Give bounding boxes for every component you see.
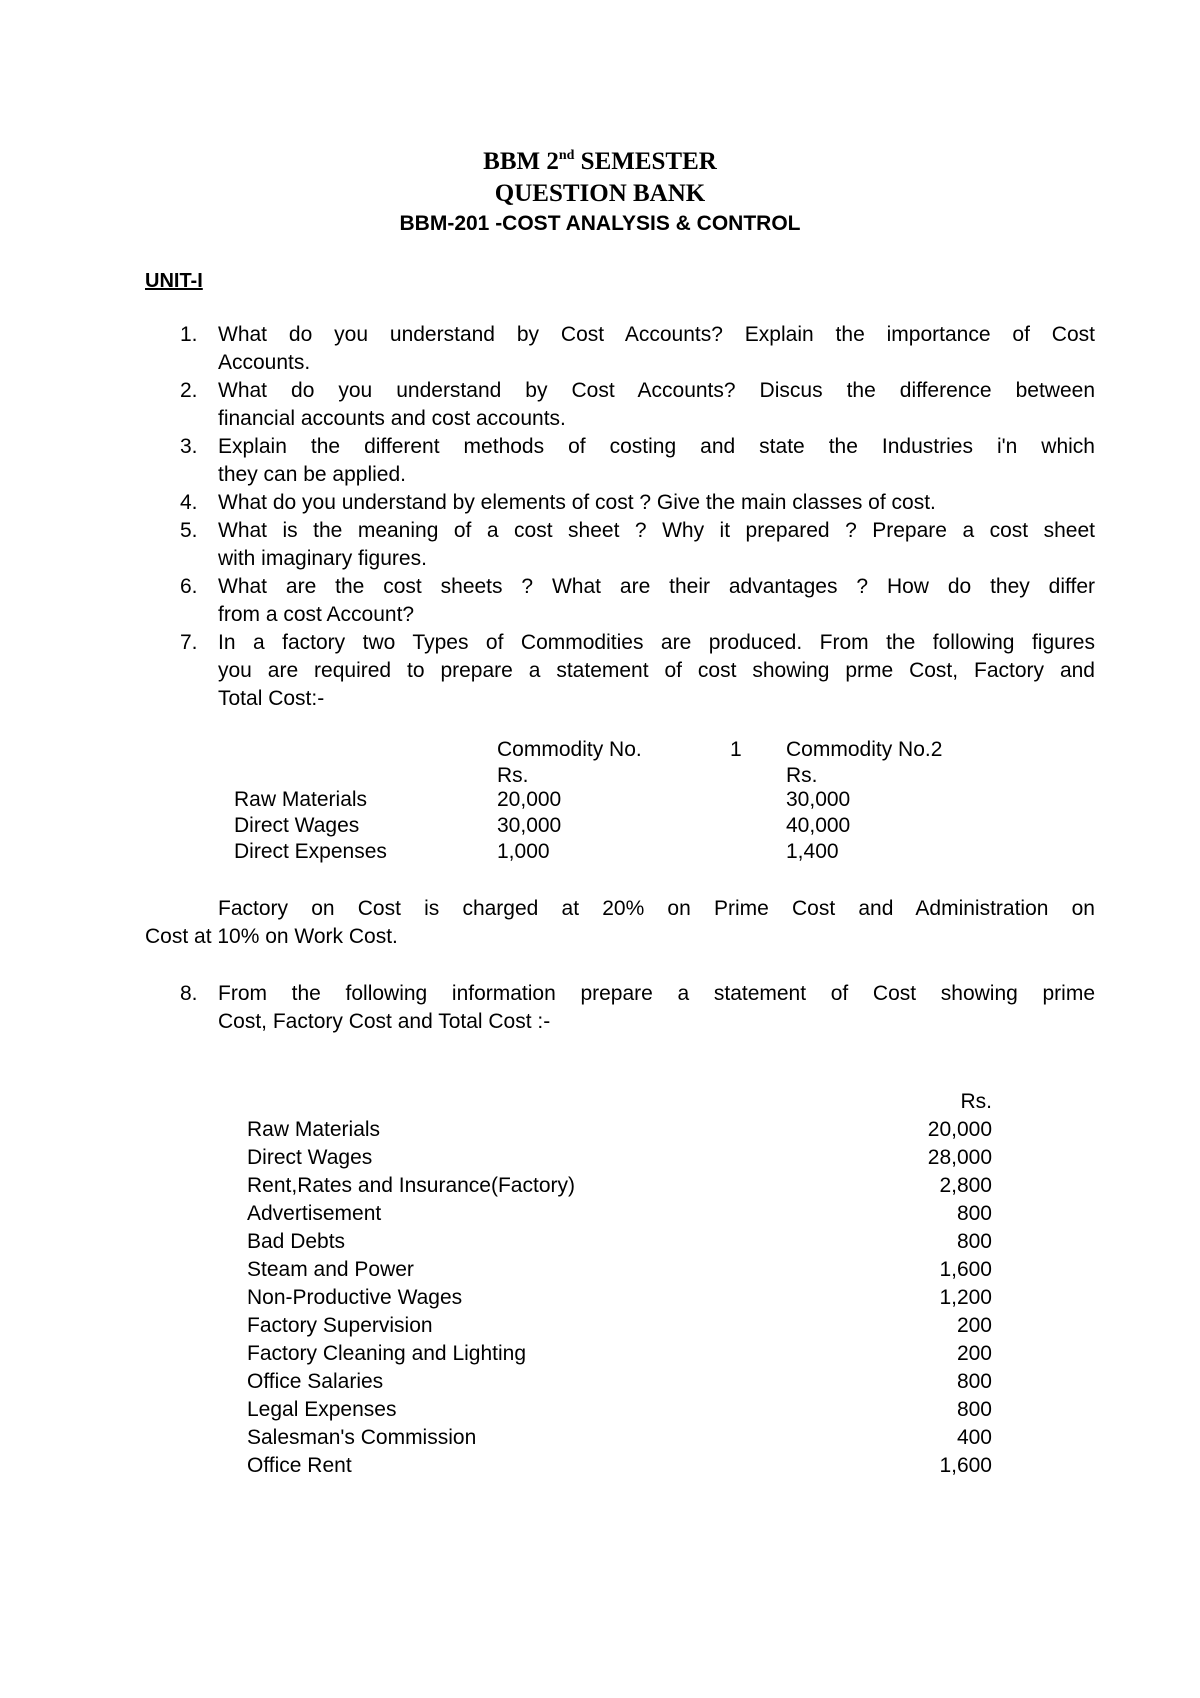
table-cell: 40,000 — [786, 814, 851, 837]
table-row: Factory Cleaning and Lighting 200 — [247, 1342, 992, 1365]
table-cell: 30,000 — [786, 788, 851, 811]
overhead-note: Factory on Cost is charged at 20% on Prime Cost and Administration on Cost at 10% on Work Cost. — [145, 897, 1095, 948]
table-row: Direct Wages 28,000 — [247, 1146, 992, 1169]
table-unit-col-1: Rs. — [497, 764, 529, 787]
doc-title-question-bank: QUESTION BANK — [494, 180, 706, 207]
table-cell: 20,000 — [497, 788, 562, 811]
doc-title-course: BBM-201 -COST ANALYSIS & CONTROL — [399, 212, 801, 235]
question-4: 4. What do you understand by elements of cost ? Give the main classes of cost. — [180, 491, 936, 514]
question-7: 7. In a factory two Types of Commodities are produced. From the following figures you are required to prepare a statement of cost showing prme Cost, Factory and Total Cost:- — [180, 631, 1095, 710]
table-header-commodity-1-number: 1 — [730, 738, 742, 761]
question-6: 6. What are the cost sheets ? What are their advantages ? How do they differ from a cost Account? — [180, 575, 1095, 626]
table-cell: 1,400 — [786, 840, 839, 863]
question-list — [145, 321, 1095, 713]
table-row: Legal Expenses 800 — [247, 1398, 992, 1421]
question-2: 2. What do you understand by Cost Accounts? Discus the difference between financial accounts and cost accounts. — [180, 379, 1095, 430]
table-row: Raw Materials 20,000 — [247, 1118, 992, 1141]
cost-items-table — [247, 1088, 992, 1480]
table-row: Advertisement 800 — [247, 1202, 992, 1225]
table-unit-col-2: Rs. — [786, 764, 818, 787]
table-row: Office Rent 1,600 — [247, 1454, 992, 1477]
table-header-commodity-1: Commodity No. — [497, 738, 642, 761]
table-cell: 30,000 — [497, 814, 562, 837]
table-row: Salesman's Commission 400 — [247, 1426, 992, 1449]
table-row: Factory Supervision 200 — [247, 1314, 992, 1337]
question-5: 5. What is the meaning of a cost sheet ? Why it prepared ? Prepare a cost sheet with imaginary figures. — [180, 519, 1095, 570]
table-row: Rent,Rates and Insurance(Factory) 2,800 — [247, 1174, 992, 1197]
table-row-label: Direct Wages — [234, 814, 360, 837]
table-row-label: Direct Expenses — [234, 840, 387, 863]
doc-title-semester: BBM 2nd SEMESTER — [483, 148, 717, 175]
question-3: 3. Explain the different methods of costing and state the Industries i'n which they can be applied. — [180, 435, 1095, 486]
table-row-label: Raw Materials — [234, 788, 368, 811]
table-header-commodity-2: Commodity No.2 — [786, 738, 943, 761]
unit-heading: UNIT-I — [145, 270, 203, 292]
table-row: Steam and Power 1,600 — [247, 1258, 992, 1281]
table-row: Bad Debts 800 — [247, 1230, 992, 1253]
table-row: Non-Productive Wages 1,200 — [247, 1286, 992, 1309]
table-cell: 1,000 — [497, 840, 550, 863]
table-unit-header: Rs. — [960, 1090, 992, 1113]
question-1: 1. What do you understand by Cost Accounts? Explain the importance of Cost Accounts. — [180, 323, 1095, 374]
table-row: Office Salaries 800 — [247, 1370, 992, 1393]
question-8: 8. From the following information prepare a statement of Cost showing prime Cost, Factory Cost and Total Cost :- — [180, 982, 1095, 1033]
